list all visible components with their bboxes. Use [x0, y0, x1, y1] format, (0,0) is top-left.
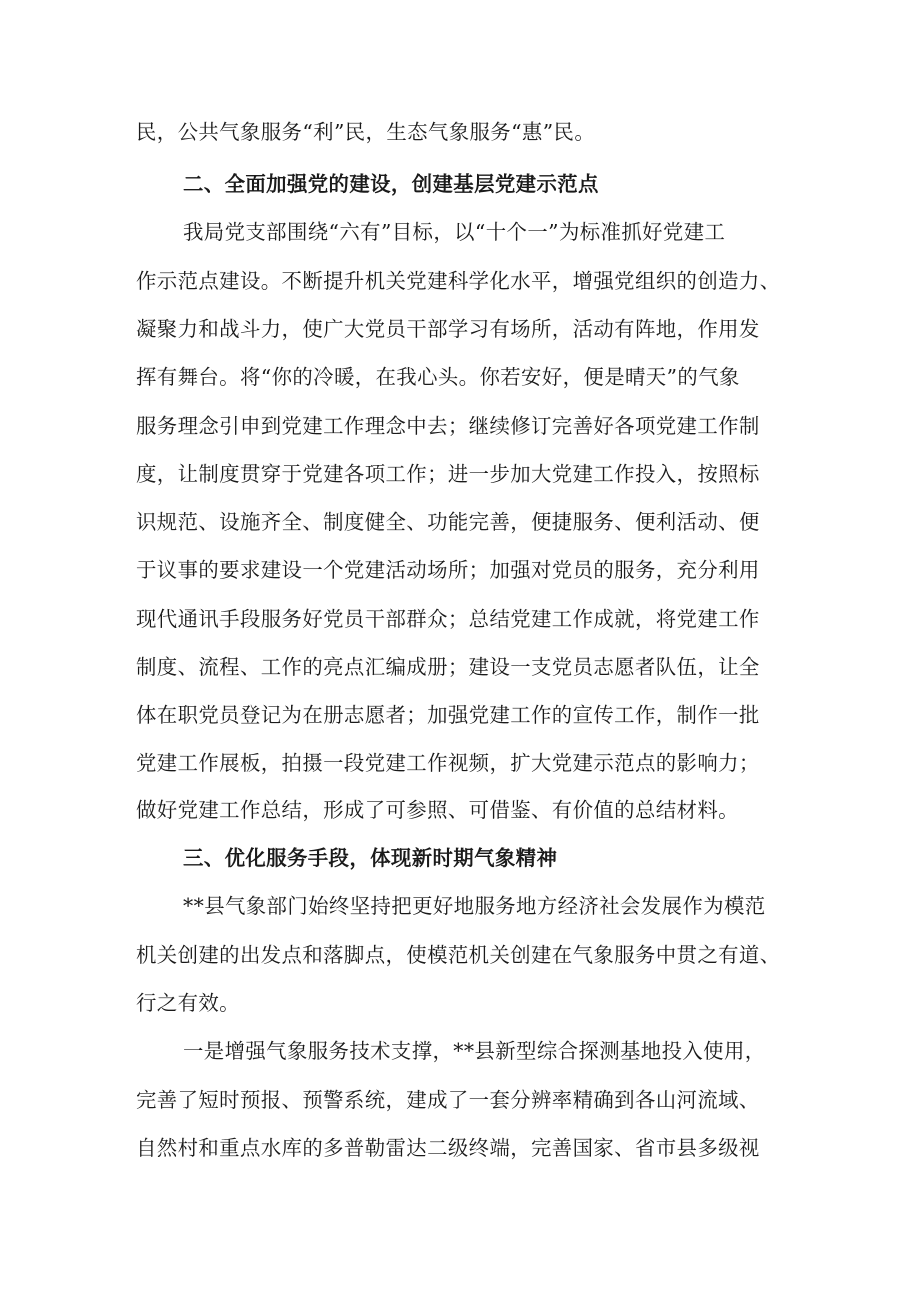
paragraph-line: **县气象部门始终坚持把更好地服务地方经济社会发展作为模范 [183, 894, 766, 918]
paragraph-line: 识规范、设施齐全、制度健全、功能完善，便捷服务、便利活动、便 [136, 510, 760, 534]
paragraph-line: 民，公共气象服务“利”民，生态气象服务“惠”民。 [136, 120, 596, 144]
paragraph-line: 做好党建工作总结，形成了可参照、可借鉴、有价值的总结材料。 [136, 798, 739, 822]
section-heading-3: 三、优化服务手段，体现新时期气象精神 [183, 846, 558, 870]
paragraph-line: 凝聚力和战斗力，使广大党员干部学习有场所，活动有阵地，作用发 [136, 317, 760, 341]
paragraph-line: 挥有舞台。将“你的冷暖，在我心头。你若安好，便是晴天”的气象 [136, 365, 740, 389]
section-heading-2: 二、全面加强党的建设，创建基层党建示范点 [183, 172, 599, 196]
paragraph-line: 体在职党员登记为在册志愿者；加强党建工作的宣传工作，制作一批 [136, 703, 760, 727]
paragraph-line: 我局党支部围绕“六有”目标，以“十个一”为标准抓好党建工 [183, 220, 726, 244]
paragraph-line: 现代通讯手段服务好党员干部群众；总结党建工作成就，将党建工作 [136, 607, 760, 631]
paragraph-line: 一是增强气象服务技术支撑，**县新型综合探测基地投入使用， [183, 1039, 766, 1063]
paragraph-line: 度，让制度贯穿于党建各项工作；进一步加大党建工作投入，按照标 [136, 462, 760, 486]
paragraph-line: 作示范点建设。不断提升机关党建科学化水平，增强党组织的创造力、 [136, 269, 781, 293]
paragraph-line: 机关创建的出发点和落脚点，使模范机关创建在气象服务中贯之有道、 [136, 943, 781, 967]
paragraph-line: 制度、流程、工作的亮点汇编成册；建设一支党员志愿者队伍，让全 [136, 655, 760, 679]
paragraph-line: 于议事的要求建设一个党建活动场所；加强对党员的服务，充分利用 [136, 558, 760, 582]
paragraph-line: 党建工作展板，拍摄一段党建工作视频，扩大党建示范点的影响力； [136, 751, 760, 775]
paragraph-line: 行之有效。 [136, 991, 240, 1015]
paragraph-line: 自然村和重点水库的多普勒雷达二级终端，完善国家、省市县多级视 [136, 1136, 760, 1160]
paragraph-line: 完善了短时预报、预警系统，建成了一套分辨率精确到各山河流域、 [136, 1088, 760, 1112]
paragraph-line: 服务理念引申到党建工作理念中去；继续修订完善好各项党建工作制 [136, 414, 760, 438]
